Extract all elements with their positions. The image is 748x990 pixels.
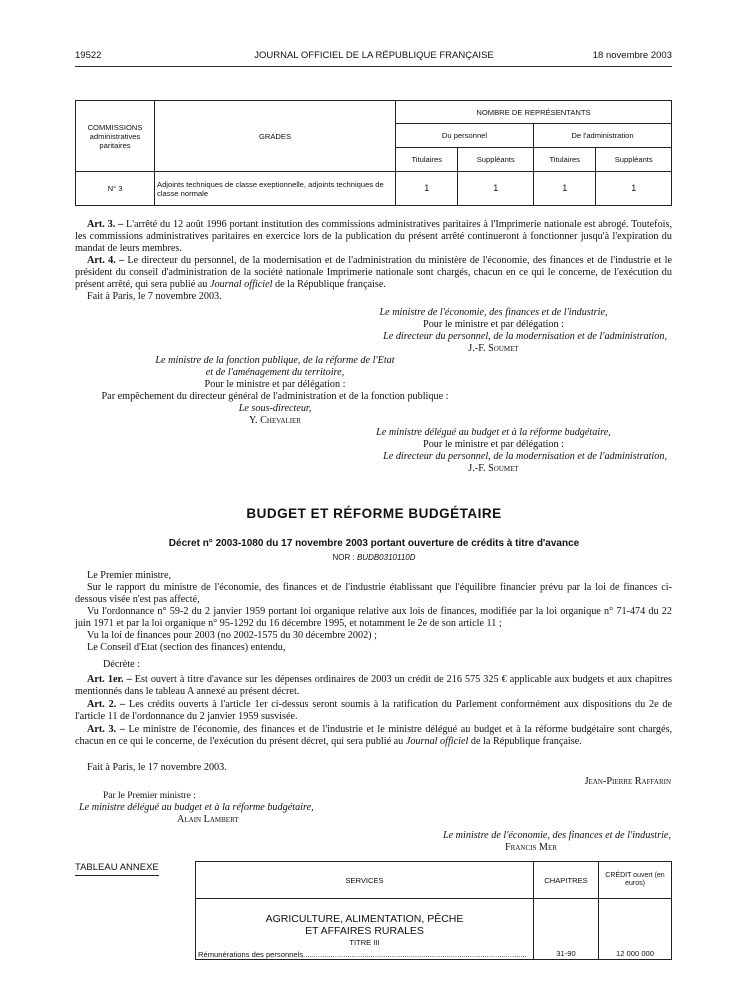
col-suppleants-2: Suppléants [596, 148, 672, 172]
nor-label: NOR : [332, 553, 355, 562]
col-titulaires-1: Titulaires [396, 148, 458, 172]
annexe-row-label: Rémunérations des personnels.......................................................................................................... [198, 950, 527, 959]
sig2-line5: Le sous-directeur, [238, 403, 312, 414]
sig2-line1: Le ministre de la fonction publique, de la réforme de l'Etat [155, 355, 395, 366]
eco-signer: Francis Mer [505, 842, 557, 853]
sig1-line1: Le ministre de l'économie, des finances et de l'industrie, [379, 307, 608, 318]
col-representants: NOMBRE DE REPRÉSENTANTS [396, 101, 672, 124]
sig3-line3: Le directeur du personnel, de la modernisation et de l'administration, [383, 451, 667, 462]
col-services: SERVICES [196, 862, 534, 899]
art3-journal: Journal officiel [405, 736, 469, 747]
sig1-line3: Le directeur du personnel, de la modernisation et de l'administration, [383, 331, 667, 342]
art1-text: Est ouvert à titre d'avance sur les dépenses ordinaires de 2003 un crédit de 216 575 325 € applicable aux budgets et aux chapitres mentionnés dans le tableau A annexé au présent décret. [75, 674, 673, 697]
decree-title: Décret n° 2003-1080 du 17 novembre 2003 portant ouverture de crédits à titre d'avance [168, 538, 580, 549]
annexe-row-credit: 12 000 000 [599, 899, 672, 960]
annexe-services-cell [196, 899, 534, 960]
row-v4: 1 [596, 172, 672, 206]
nor-line [0, 552, 748, 564]
art2-text: Les crédits ouverts à l'article 1er ci-dessus seront soumis à la ratification du Parlement conformément aux dispositions du 2e de l'article 11 de l'ordonnance du 2 janvier 1959 susvisée. [75, 699, 673, 722]
art2-label: Art. 2. – [87, 699, 126, 710]
col-grades: GRADES [155, 101, 396, 172]
sig3-line1: Le ministre délégué au budget et à la réforme budgétaire, [376, 427, 611, 438]
row-v2: 1 [458, 172, 534, 206]
decret-art1 [75, 674, 672, 698]
annexe-titre: TITRE III [349, 938, 380, 947]
col-titulaires-2: Titulaires [533, 148, 595, 172]
arrete-fait: Fait à Paris, le 7 novembre 2003. [87, 291, 222, 302]
decret-p3: Vu l'ordonnance n° 59-2 du 2 janvier 1959 portant loi organique relative aux lois de finances, modifiée par la loi organique n° 71-474 du 22 juin 1971 et par la loi organique n° 95-1292 du 16 décembre 1995, et notamment le 2e de son article 11 ; [75, 606, 672, 629]
decret-art2 [75, 699, 672, 723]
art4-text-a: Le directeur du personnel, de la modernisation et de l'administration du ministère de l'économie, des finances et de l'industrie et le président du conseil d'administration de la société nationale Imprimerie nationale sont chargés, chacun en ce qui le concerne, de l'exécution du présent arrêté, qui sera publié au [75, 255, 672, 290]
arrete-art4 [75, 255, 672, 291]
row-v3: 1 [533, 172, 595, 206]
budget-signer: Alain Lambert [177, 814, 239, 825]
journal-title: JOURNAL OFFICIEL DE LA RÉPUBLIQUE FRANÇAISE [254, 50, 494, 61]
art3-label: Art. 3. – [87, 219, 124, 230]
decret-p5: Le Conseil d'Etat (section des finances) entendu, [87, 642, 286, 653]
nor-value: BUDB0310110D [356, 553, 416, 562]
eco-minister: Le ministre de l'économie, des finances et de l'industrie, [442, 830, 671, 841]
decret-fait: Fait à Paris, le 17 novembre 2003. [87, 762, 227, 773]
sig3-line4: J.-F. Soumet [468, 463, 519, 474]
art3-text-a: Le ministre de l'économie, des finances et de l'industrie et le ministre délégué au budget et à la réforme budgétaire sont chargés, chacun en ce qui le concerne, de l'exécution du présent décret, qui sera publié au [75, 724, 672, 747]
decret-p2: Sur le rapport du ministre de l'économie, des finances et de l'industrie établissant que l'équilibre financier prévu par la loi de finances ci-dessous visée n'est pas affecté, [75, 582, 672, 605]
row-grade: Adjoints techniques de classe exeptionnelle, adjoints techniques de classe normale [155, 172, 396, 206]
sig2-line2: et de l'aménagement du territoire, [205, 367, 345, 378]
art3-text: L'arrêté du 12 août 1996 portant institution des commissions administratives paritaires à l'Imprimerie nationale est abrogé. Toutefois, les commissions administratives paritaires en exercice lors de la publication du présent arrêté continueront à fonctionner jusqu'à l'expiration du mandat de leurs membres. [75, 219, 673, 254]
sig2-line4: Par empêchement du directeur général de l'administration et de la fonction publique : [101, 391, 449, 402]
art3-text-b: de la République française. [470, 736, 582, 747]
col-credit: CRÉDIT ouvert (en euros) [599, 862, 672, 899]
art4-text-b: de la République française. [275, 279, 386, 290]
annexe-label: TABLEAU ANNEXE [75, 862, 159, 876]
arrete-art3 [75, 219, 672, 255]
art4-label: Art. 4. – [87, 255, 125, 266]
col-personnel: Du personnel [396, 124, 534, 148]
table-row [76, 172, 672, 206]
art3-label-d: Art. 3. – [87, 724, 125, 735]
header-date: 18 novembre 2003 [592, 50, 672, 61]
header-rule [75, 66, 672, 67]
annexe-heading1: AGRICULTURE, ALIMENTATION, PÊCHE [265, 913, 464, 925]
budget-minister: Le ministre délégué au budget et à la réforme budgétaire, [79, 802, 314, 813]
signature-block-1 [320, 307, 667, 355]
table-row [196, 899, 672, 960]
sig2-line6: Y. Chevalier [248, 415, 302, 426]
annexe-row-chapitre: 31-90 [534, 899, 599, 960]
signature-block-2 [75, 355, 475, 427]
row-v1: 1 [396, 172, 458, 206]
sig2-line3: Pour le ministre et par délégation : [204, 379, 346, 390]
decret-p1: Le Premier ministre, [87, 570, 172, 581]
commission-table [75, 100, 672, 206]
section-title: BUDGET ET RÉFORME BUDGÉTAIRE [246, 506, 502, 521]
par-pm: Par le Premier ministre : [103, 791, 196, 801]
col-chapitres: CHAPITRES [534, 862, 599, 899]
art1-label: Art. 1er. – [87, 674, 132, 685]
page-number: 19522 [75, 50, 102, 61]
row-label-text: Rémunérations des personnels [198, 950, 304, 959]
row-num: N° 3 [76, 172, 155, 206]
col-administration: De l'administration [533, 124, 671, 148]
col-commissions: COMMISSIONS administratives paritaires [76, 101, 155, 172]
art4-journal: Journal officiel [209, 279, 273, 290]
col-suppleants-1: Suppléants [458, 148, 534, 172]
sig1-line2: Pour le ministre et par délégation : [423, 319, 564, 330]
sig3-line2: Pour le ministre et par délégation : [423, 439, 564, 450]
decret-p4: Vu la loi de finances pour 2003 (no 2002-1575 du 30 décembre 2002) ; [87, 630, 377, 641]
annexe-heading2: ET AFFAIRES RURALES [305, 925, 424, 937]
decret-art3 [75, 724, 672, 748]
annexe-table [195, 861, 672, 960]
sig1-line4: J.-F. Soumet [468, 343, 519, 354]
signature-block-3 [320, 427, 667, 475]
decrete: Décrète : [103, 659, 141, 670]
signer-pm: Jean-Pierre Raffarin [584, 776, 671, 787]
